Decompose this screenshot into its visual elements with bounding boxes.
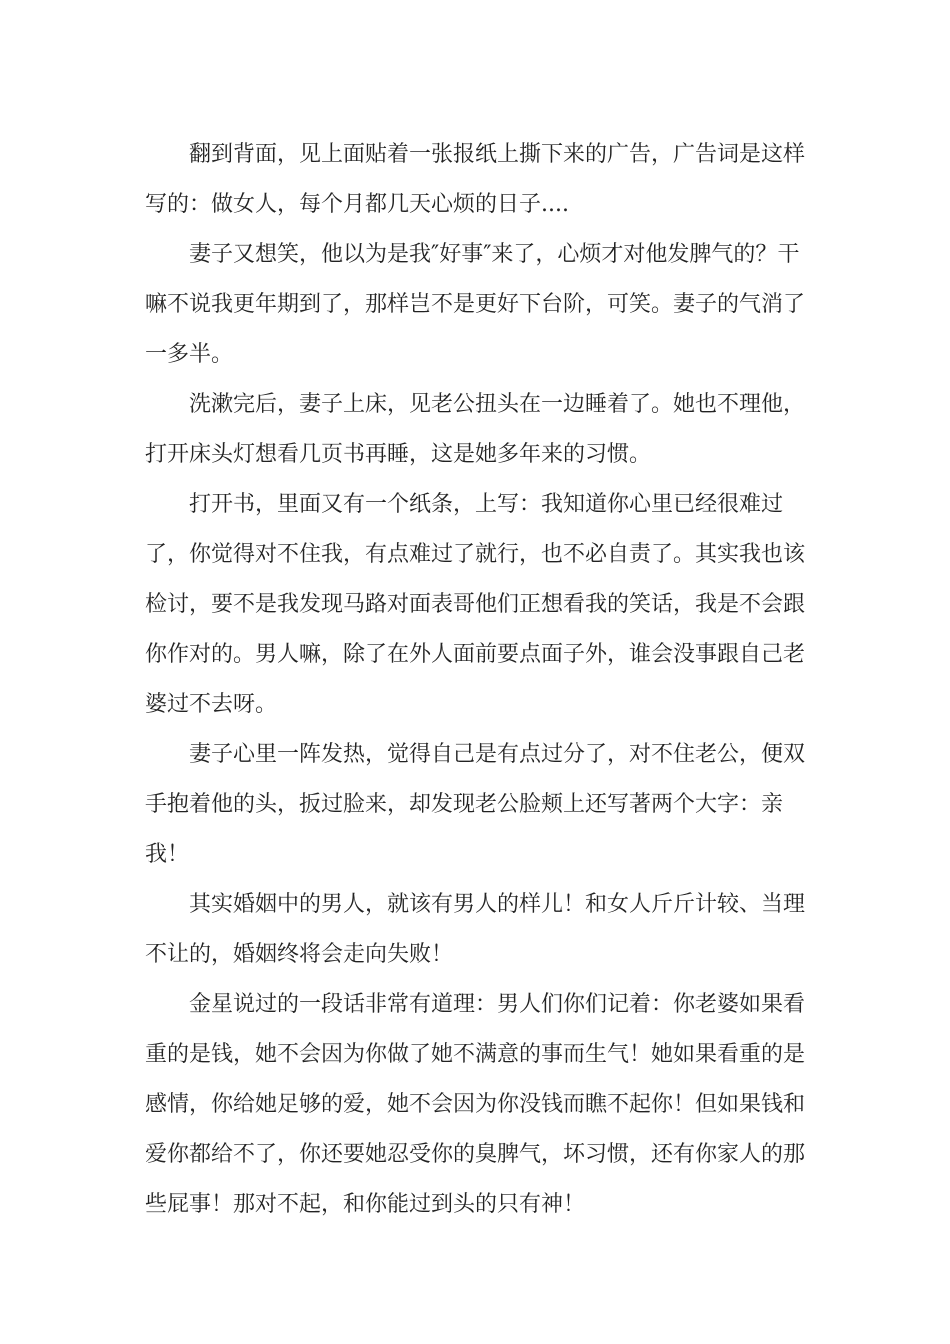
document-body bbox=[145, 130, 809, 1230]
paragraph-5: 妻子心里一阵发热，觉得自己是有点过分了，对不住老公，便双手抱着他的头，扳过脸来，却发现老公脸颊上还写著两个大字：亲我！ bbox=[145, 742, 806, 867]
paragraph-1: 翻到背面，见上面贴着一张报纸上撕下来的广告，广告词是这样写的：做女人，每个月都几天心烦的日子.... bbox=[145, 142, 806, 217]
paragraph-3: 洗漱完后，妻子上床，见老公扭头在一边睡着了。她也不理他，打开床头灯想看几页书再睡，这是她多年来的习惯。 bbox=[145, 392, 806, 467]
paragraph-7: 金星说过的一段话非常有道理：男人们你们记着：你老婆如果看重的是钱，她不会因为你做了她不满意的事而生气！她如果看重的是感情，你给她足够的爱，她不会因为你没钱而瞧不起你！但如果钱和爱你都给不了，你还要她忍受你的臭脾气，坏习惯，还有你家人的那些屁事！那对不起，和你能过到头的只有神！ bbox=[145, 992, 806, 1217]
paragraph-6: 其实婚姻中的男人，就该有男人的样儿！和女人斤斤计较、当理不让的，婚姻终将会走向失败！ bbox=[145, 892, 806, 967]
paragraph-2: 妻子又想笑，他以为是我″好事″来了，心烦才对他发脾气的？干嘛不说我更年期到了，那样岂不是更好下台阶，可笑。妻子的气消了一多半。 bbox=[145, 242, 806, 367]
paragraph-4: 打开书，里面又有一个纸条，上写：我知道你心里已经很难过了，你觉得对不住我，有点难过了就行，也不必自责了。其实我也该检讨，要不是我发现马路对面表哥他们正想看我的笑话，我是不会跟你作对的。男人嘛，除了在外人面前要点面子外，谁会没事跟自己老婆过不去呀。 bbox=[145, 492, 806, 717]
